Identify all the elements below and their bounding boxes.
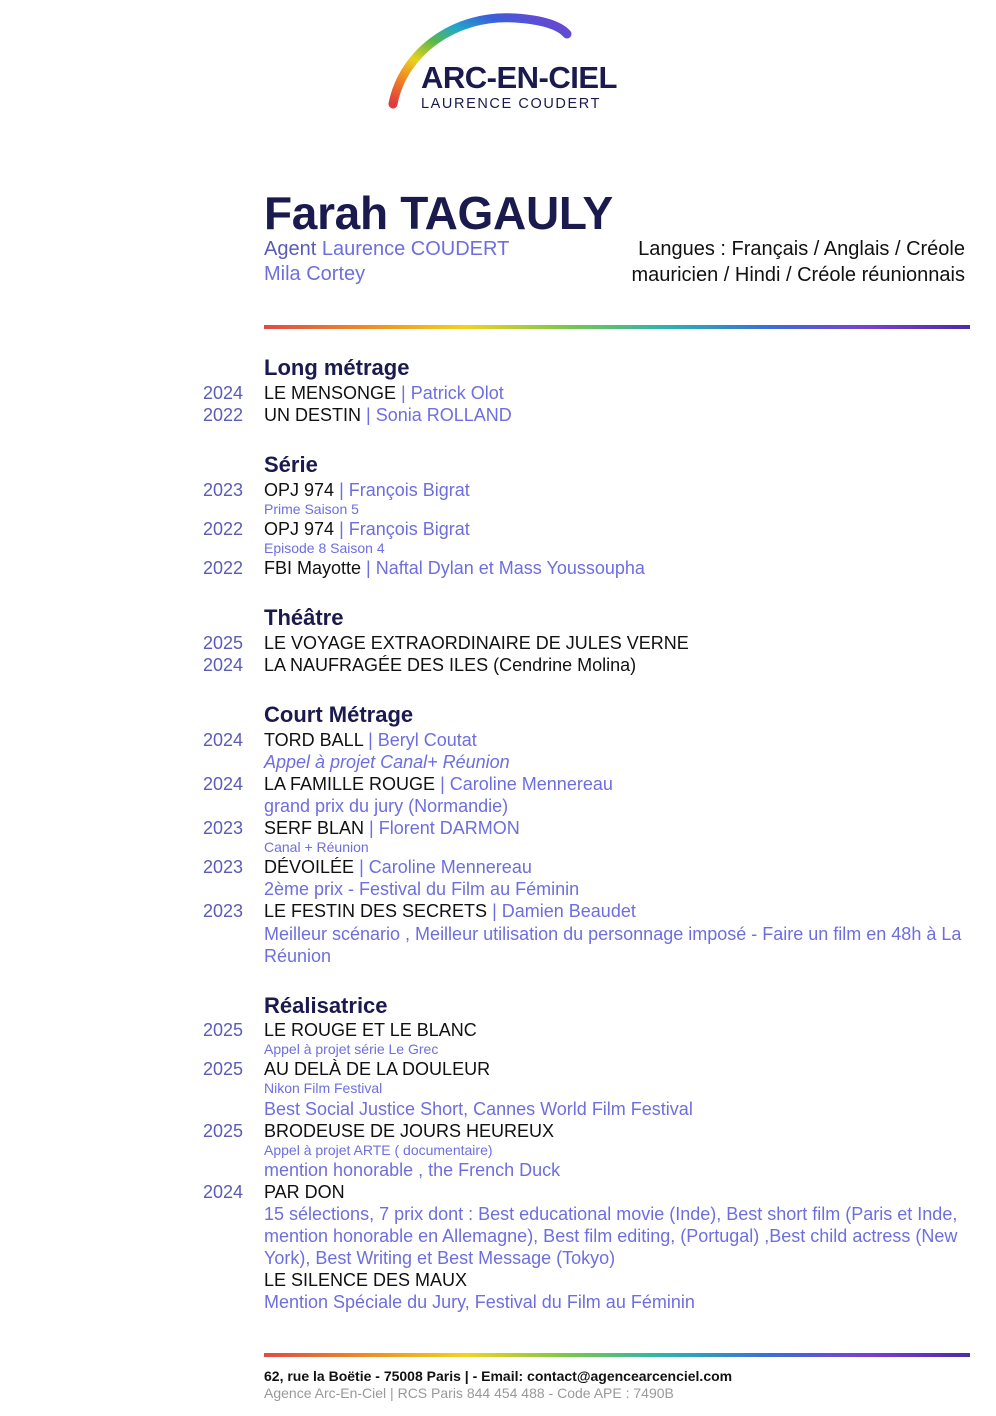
credit-title-wrap	[264, 856, 532, 878]
credit-note: Appel à projet série Le Grec	[264, 1041, 439, 1057]
credit-director: | François Bigrat	[339, 480, 470, 500]
credit-year: 2025	[203, 1059, 244, 1079]
credit-title-wrap	[264, 382, 504, 404]
credit-title-wrap	[264, 729, 477, 751]
credit-year: 2023	[203, 818, 244, 838]
footer-legal: Agence Arc-En-Ciel | RCS Paris 844 454 488 - Code APE : 7490B	[264, 1385, 674, 1401]
section-title-court-metrage: Court Métrage	[264, 702, 414, 727]
credit-year: 2023	[203, 901, 244, 921]
credit-title-wrap	[264, 404, 512, 426]
credit-title: FBI Mayotte	[264, 558, 362, 578]
credit-title: LA NAUFRAGÉE DES ILES (Cendrine Molina)	[264, 655, 637, 675]
credit-title: LE MENSONGE	[264, 383, 397, 403]
credit-director: | Beryl Coutat	[368, 730, 477, 750]
credit-award: 2ème prix - Festival du Film au Féminin	[264, 879, 580, 899]
credit-title: PAR DON	[264, 1182, 345, 1202]
section-title-theatre: Théâtre	[264, 605, 344, 630]
section-title-serie: Série	[264, 452, 318, 477]
credit-title: OPJ 974	[264, 480, 335, 500]
agent-name: Laurence COUDERT	[321, 238, 510, 260]
credit-year: 2024	[203, 774, 244, 794]
credit-award: grand prix du jury (Normandie)	[264, 796, 509, 816]
credit-title-wrap	[264, 479, 470, 501]
agent-block	[264, 237, 509, 287]
credit-award: Meilleur scénario , Meilleur utilisation du personnage imposé - Faire un film en 48h à La Réunion	[264, 924, 962, 966]
credit-year: 2022	[203, 405, 244, 425]
credit-year: 2025	[203, 1121, 244, 1141]
credit-director: | Damien Beaudet	[492, 901, 636, 921]
credit-title: AU DELÀ DE LA DOULEUR	[264, 1059, 491, 1079]
credit-year: 2025	[203, 1020, 244, 1040]
credit-director: | Florent DARMON	[369, 818, 520, 838]
credit-director: | Naftal Dylan et Mass Youssoupha	[366, 558, 645, 578]
credit-title: LE FESTIN DES SECRETS	[264, 901, 488, 921]
credit-title: OPJ 974	[264, 519, 335, 539]
credit-title: BRODEUSE DE JOURS HEUREUX	[264, 1121, 555, 1141]
credit-director: | Sonia ROLLAND	[366, 405, 512, 425]
credit-title: LE VOYAGE EXTRAORDINAIRE DE JULES VERNE	[264, 633, 689, 653]
credit-note: Appel à projet ARTE ( documentaire)	[264, 1142, 493, 1158]
rainbow-divider-footer	[264, 1353, 970, 1357]
credit-year: 2024	[203, 655, 244, 675]
credit-title: SERF BLAN	[264, 818, 365, 838]
credit-title: LE ROUGE ET LE BLANC	[264, 1020, 477, 1040]
rainbow-divider	[264, 325, 970, 329]
credit-director: | Caroline Mennereau	[440, 774, 613, 794]
logo-subtitle: LAURENCE COUDERT	[421, 96, 602, 112]
credit-title-wrap	[264, 518, 470, 540]
credit-title: LA FAMILLE ROUGE	[264, 774, 436, 794]
credit-title: LE SILENCE DES MAUX	[264, 1270, 468, 1290]
credit-note: Episode 8 Saison 4	[264, 540, 385, 556]
credit-note: Nikon Film Festival	[264, 1080, 383, 1096]
footer-address: 62, rue la Boëtie - 75008 Paris | - Email: contact@agencearcenciel.com	[264, 1368, 733, 1384]
credit-note: Appel à projet Canal+ Réunion	[264, 752, 510, 772]
credit-year: 2023	[203, 857, 244, 877]
credit-award: Best Social Justice Short, Cannes World Film Festival	[264, 1099, 693, 1119]
credit-director: | Caroline Mennereau	[359, 857, 532, 877]
credit-year: 2022	[203, 519, 244, 539]
section-title-realisatrice: Réalisatrice	[264, 993, 388, 1018]
credit-director: | Patrick Olot	[401, 383, 504, 403]
credit-award: 15 sélections, 7 prix dont : Best educational movie (Inde), Best short film (Paris et Inde, mention honorable en Allemagne), Best film editing, (Portugal) ,Best child actress (New York), Best Writing et Best Message (Tokyo)	[264, 1204, 958, 1268]
languages: Langues : Français / Anglais / Créole mauricien / Hindi / Créole réunionnais	[631, 238, 965, 286]
credit-award: mention honorable , the French Duck	[264, 1160, 561, 1180]
credit-year: 2025	[203, 633, 244, 653]
credit-note: Prime Saison 5	[264, 501, 359, 517]
credit-title: UN DESTIN	[264, 405, 362, 425]
credit-title-wrap	[264, 773, 613, 795]
credit-award: Mention Spéciale du Jury, Festival du Film au Féminin	[264, 1292, 695, 1312]
credit-year: 2024	[203, 383, 244, 403]
credit-note: Canal + Réunion	[264, 839, 369, 855]
agent-label: Agent	[264, 238, 317, 260]
credit-title-wrap	[264, 557, 645, 579]
agent-second-name: Mila Cortey	[264, 263, 366, 285]
credit-year: 2024	[203, 1182, 244, 1202]
credit-title-wrap	[264, 817, 520, 839]
agency-logo	[385, 12, 625, 122]
credit-title: DÉVOILÉE	[264, 857, 355, 877]
section-title-long-metrage: Long métrage	[264, 355, 410, 380]
actor-name: Farah TAGAULY	[264, 187, 613, 239]
credit-year: 2023	[203, 480, 244, 500]
logo-title: ARC-EN-CIEL	[421, 60, 617, 95]
credit-year: 2022	[203, 558, 244, 578]
credit-title-wrap	[264, 900, 636, 922]
credit-title: TORD BALL	[264, 730, 364, 750]
credit-year: 2024	[203, 730, 244, 750]
credit-director: | François Bigrat	[339, 519, 470, 539]
